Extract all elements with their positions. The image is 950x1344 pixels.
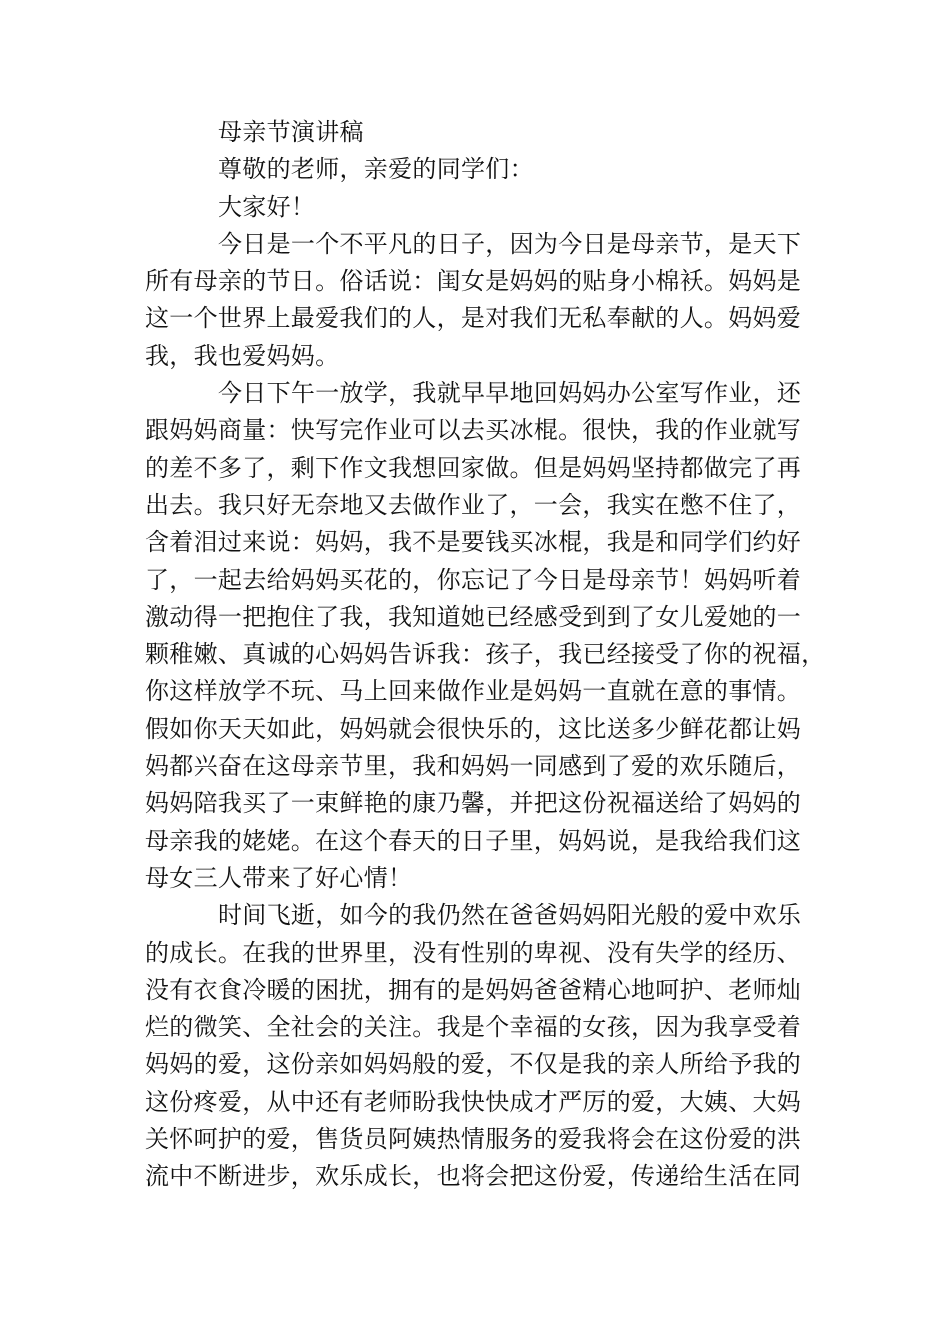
paragraph-line: 时间飞逝，如今的我仍然在爸爸妈妈阳光般的爱中欢乐 xyxy=(218,901,802,930)
paragraph-line: 妈妈的爱，这份亲如妈妈般的爱，不仅是我的亲人所给予我的 xyxy=(145,1050,802,1079)
document-body xyxy=(145,114,826,1196)
paragraph-line: 妈妈陪我买了一束鲜艳的康乃馨，并把这份祝福送给了妈妈的 xyxy=(145,789,802,818)
paragraph-line: 母女三人带来了好心情！ xyxy=(145,863,413,892)
paragraph-line: 没有衣食冷暖的困扰，拥有的是妈妈爸爸精心地呵护、老师灿 xyxy=(145,975,802,1004)
paragraph-line: 假如你天天如此，妈妈就会很快乐的，这比送多少鲜花都让妈 xyxy=(145,714,802,743)
paragraph-line: 妈都兴奋在这母亲节里，我和妈妈一同感到了爱的欢乐随后， xyxy=(145,752,802,781)
document-title: 母亲节演讲稿 xyxy=(218,118,364,146)
paragraph-line: 流中不断进步，欢乐成长，也将会把这份爱，传递给生活在同 xyxy=(145,1162,802,1191)
paragraph-line: 含着泪过来说：妈妈，我不是要钱买冰棍，我是和同学们约好 xyxy=(145,528,802,557)
paragraph-line: 的成长。在我的世界里，没有性别的卑视、没有失学的经历、 xyxy=(145,938,802,967)
paragraph-line: 这一个世界上最爱我们的人，是对我们无私奉献的人。妈妈爱 xyxy=(145,304,802,333)
paragraph-line: 今日是一个不平凡的日子，因为今日是母亲节，是天下 xyxy=(218,229,802,258)
paragraph-1 xyxy=(145,226,802,375)
paragraph-line: 关怀呵护的爱，售货员阿姨热情服务的爱我将会在这份爱的洪 xyxy=(145,1125,802,1154)
paragraph-line: 母亲我的姥姥。在这个春天的日子里，妈妈说，是我给我们这 xyxy=(145,826,802,855)
paragraph-line: 的差不多了，剩下作文我想回家做。但是妈妈坚持都做完了再 xyxy=(145,453,802,482)
paragraph-line: 今日下午一放学，我就早早地回妈妈办公室写作业，还 xyxy=(218,379,802,408)
paragraph-line: 这份疼爱，从中还有老师盼我快快成才严厉的爱，大姨、大妈 xyxy=(145,1087,802,1116)
paragraph-line: 激动得一把抱住了我，我知道她已经感受到到了女儿爱她的一 xyxy=(145,602,802,631)
paragraph-line: 颗稚嫩、真诚的心妈妈告诉我：孩子，我已经接受了你的祝福， xyxy=(145,640,826,669)
salutation: 尊敬的老师，亲爱的同学们： xyxy=(218,155,534,184)
paragraph-line: 你这样放学不玩、马上回来做作业是妈妈一直就在意的事情。 xyxy=(145,677,802,706)
paragraph-line: 烂的微笑、全社会的关注。我是个幸福的女孩，因为我享受着 xyxy=(145,1013,802,1042)
paragraph-line: 跟妈妈商量：快写完作业可以去买冰棍。很快，我的作业就写 xyxy=(145,416,802,445)
greeting: 大家好！ xyxy=(218,192,316,221)
paragraph-line: 所有母亲的节日。俗话说：闺女是妈妈的贴身小棉袄。妈妈是 xyxy=(145,267,802,296)
paragraph-2 xyxy=(145,375,826,897)
paragraph-line: 我，我也爱妈妈。 xyxy=(145,341,340,370)
paragraph-line: 了，一起去给妈妈买花的，你忘记了今日是母亲节！妈妈听着 xyxy=(145,565,802,594)
paragraph-line: 出去。我只好无奈地又去做作业了，一会，我实在憋不住了， xyxy=(145,490,802,519)
paragraph-3 xyxy=(145,897,802,1195)
